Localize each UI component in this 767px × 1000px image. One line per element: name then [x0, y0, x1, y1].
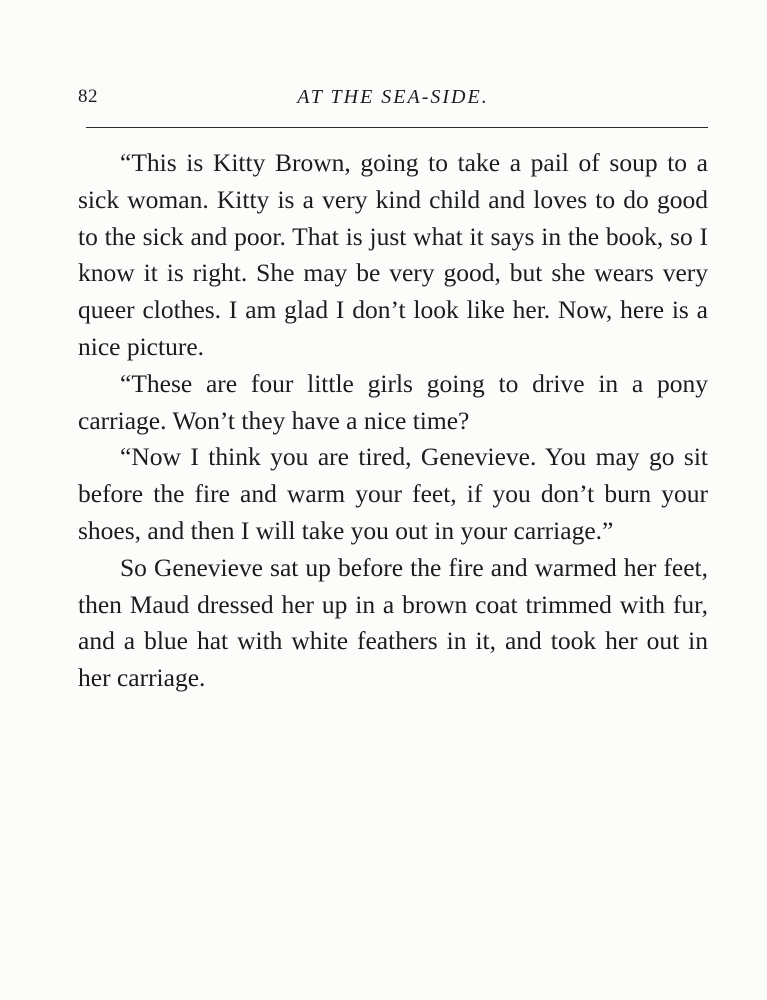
- running-head: [78, 84, 708, 110]
- page-number: 82: [78, 86, 98, 107]
- body-text: [78, 145, 708, 697]
- paragraph: “Now I think you are tired, Genevieve. You may go sit before the fire and warm your feet, if you don’t burn your shoes, and then I will take you out in your carriage.”: [78, 442, 708, 545]
- paragraph: “This is Kitty Brown, going to take a pail of soup to a sick woman. Kitty is a very kind child and loves to do good to the sick and poor. That is just what it says in the book, so I know it is right. She may be very good, but she wears very queer clothes. I am glad I don’t look like her. Now, here is a nice picture.: [78, 148, 708, 361]
- paragraph: So Genevieve sat up before the fire and warmed her feet, then Maud dressed her up in a brown coat trimmed with fur, and a blue hat with white feathers in it, and took her out in her carriage.: [78, 552, 708, 693]
- paragraph: “These are four little girls going to drive in a pony carriage. Won’t they have a nice time?: [78, 368, 708, 435]
- running-title: AT THE SEA-SIDE.: [297, 86, 489, 108]
- header-rule: [86, 127, 708, 128]
